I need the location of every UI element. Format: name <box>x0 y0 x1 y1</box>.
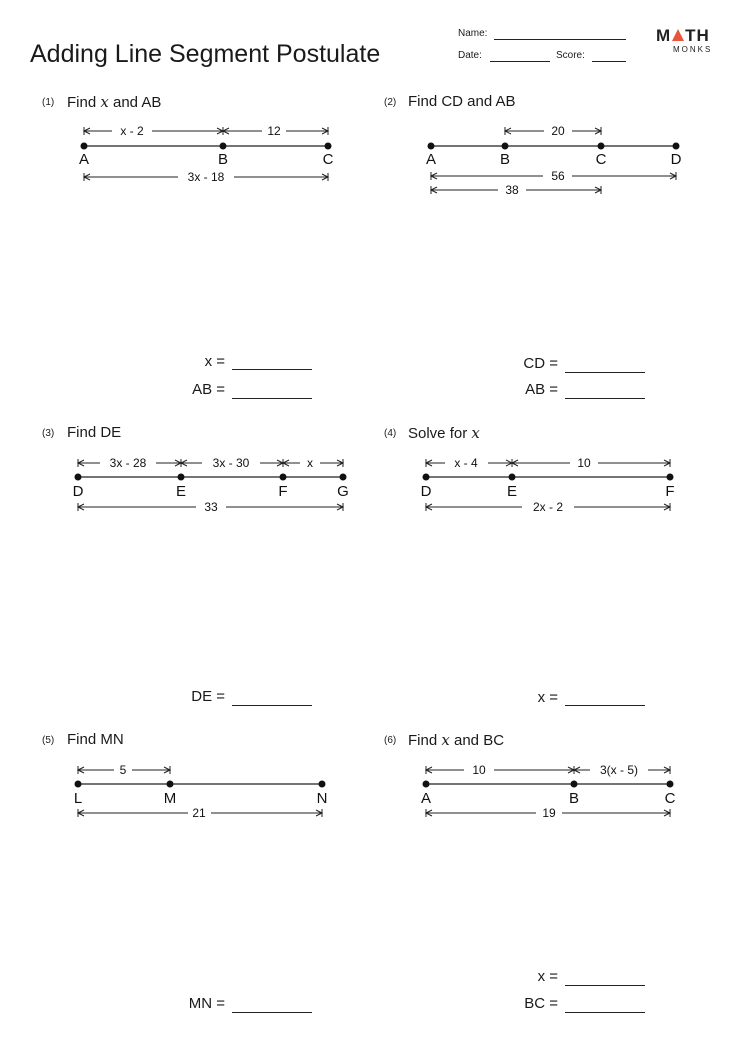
point <box>571 781 578 788</box>
measure-label: 56 <box>551 169 565 183</box>
logo-subtitle: MONKS <box>673 45 713 54</box>
measure-label: 3x - 30 <box>212 456 250 470</box>
measure-label: 5 <box>119 763 127 777</box>
logo-th: TH <box>685 26 710 45</box>
date-label: Date: <box>458 50 482 61</box>
prompt-text: and AB <box>108 94 162 111</box>
score-label: Score: <box>556 50 585 61</box>
point-label: E <box>175 483 187 500</box>
point <box>423 781 430 788</box>
measure-label: 12 <box>267 124 281 138</box>
problem-number: (4) <box>384 428 397 439</box>
page-title: Adding Line Segment Postulate <box>30 40 381 68</box>
answer-label: x = <box>537 689 558 706</box>
answer-field[interactable] <box>565 985 645 986</box>
point-label: C <box>595 151 607 168</box>
point-label: A <box>78 151 90 168</box>
answer-label: AB = <box>192 381 225 398</box>
problem-number: (1) <box>42 97 55 108</box>
point-label: F <box>665 483 675 500</box>
measure-label: 2x - 2 <box>532 500 564 514</box>
measure-label: 10 <box>472 763 486 777</box>
prompt-text: and BC <box>449 732 505 749</box>
logo-m: M <box>656 26 672 45</box>
point-label: C <box>322 151 334 168</box>
point-label: A <box>420 790 432 807</box>
point-label: B <box>568 790 580 807</box>
answer-label: BC = <box>524 995 558 1012</box>
point-label: D <box>72 483 84 500</box>
measure-label: 3(x - 5) <box>599 763 639 777</box>
measure-label: 33 <box>204 500 218 514</box>
point <box>667 781 674 788</box>
prompt-variable: x <box>471 424 480 442</box>
prompt-text: Find <box>67 94 101 111</box>
problem-prompt: Find DE <box>67 424 122 441</box>
problem-number: (6) <box>384 735 397 746</box>
problem-prompt: Find MN <box>67 731 124 748</box>
measure-label: 38 <box>505 183 519 197</box>
prompt-variable: x <box>100 93 109 111</box>
point-label: F <box>278 483 288 500</box>
answer-label: CD = <box>523 355 558 372</box>
point-label: D <box>420 483 432 500</box>
measure-label: 21 <box>192 806 206 820</box>
point-label: L <box>73 790 83 807</box>
point-label: E <box>506 483 518 500</box>
answer-field[interactable] <box>565 1012 645 1013</box>
point-label: N <box>316 790 328 807</box>
prompt-variable: x <box>441 731 450 749</box>
measure-label: 3x - 28 <box>109 456 147 470</box>
answer-label: x = <box>537 968 558 985</box>
prompt-text: Find <box>408 732 442 749</box>
measure-label: 10 <box>577 456 591 470</box>
point-label: G <box>337 483 349 500</box>
name-label: Name: <box>458 28 488 39</box>
prompt-text: Solve for <box>408 425 472 442</box>
point-label: D <box>670 151 682 168</box>
point-label: C <box>664 790 676 807</box>
problem-prompt: Find CD and AB <box>408 93 516 110</box>
problem-number: (2) <box>384 97 397 108</box>
problem-number: (3) <box>42 428 55 439</box>
point-label: A <box>425 151 437 168</box>
measure-label: 3x - 18 <box>187 170 225 184</box>
point-label: B <box>217 151 229 168</box>
measure-label: 20 <box>551 124 565 138</box>
point-label: B <box>499 151 511 168</box>
answer-label: AB = <box>525 381 558 398</box>
problem-number: (5) <box>42 735 55 746</box>
measure-label: x <box>307 456 313 470</box>
answer-label: x = <box>204 353 225 370</box>
answer-label: MN = <box>188 995 225 1012</box>
measure-label: x - 2 <box>120 124 144 138</box>
measure-label: x - 4 <box>454 456 478 470</box>
answer-label: DE = <box>191 688 225 705</box>
measure-label: 19 <box>542 806 556 820</box>
point-label: M <box>163 790 177 807</box>
